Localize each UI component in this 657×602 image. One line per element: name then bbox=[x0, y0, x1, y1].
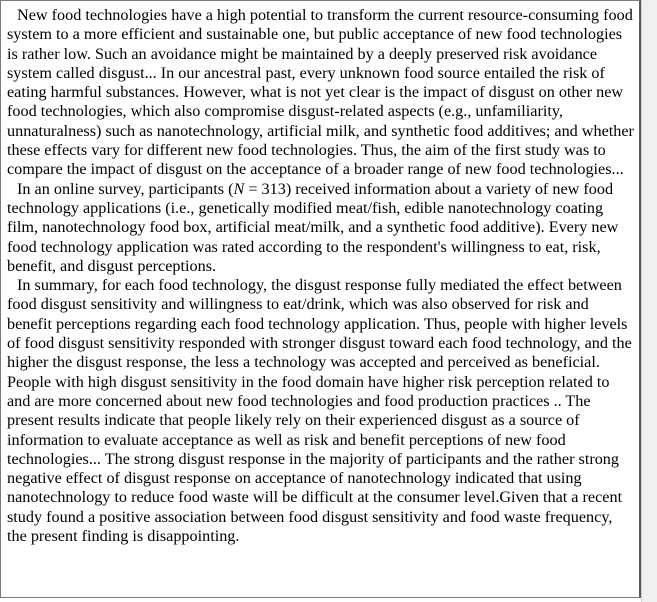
paragraph-methods bbox=[7, 180, 635, 276]
paragraph-summary: In summary, for each food technology, the disgust response fully mediated the effect between food disgust sensitivity and willingness to eat/drink, which was also observed for risk and benefit perceptions regarding each food technology application. Thus, people with higher levels of food disgust sensitivity responded with stronger disgust toward each food technology, and the higher the disgust response, the less a technology was accepted and perceived as beneficial. People with high disgust sensitivity in the food domain have higher risk perception related to and are more concerned about new food technologies and food production practices .. The present results indicate that people likely rely on their experienced disgust as a source of information to evaluate acceptance as well as risk and benefit perceptions of new food technologies... The strong disgust response in the majority of participants and the rather strong negative effect of disgust response on acceptance of nanotechnology indicated that using nanotechnology to reduce food waste will be difficult at the consumer level.Given that a recent study found a positive association between food disgust sensitivity and food waste frequency, the present finding is disappointing. bbox=[7, 276, 632, 546]
methods-text-after: = 313) received information about a variety of new food technology applications (i.e., genetically modified meat/fish, edible nanotechnology coating film, nanotechnology food box, artificial meat/milk, and a synthetic food additive). Every new food technology application was rated according to the respondent's willingness to eat, risk, benefit, and disgust perceptions. bbox=[7, 179, 619, 275]
methods-text-before: In an online survey, participants ( bbox=[17, 179, 234, 198]
document-body bbox=[7, 6, 635, 546]
paragraph-intro: New food technologies have a high potential to transform the current resource-consuming food system to a more efficient and sustainable one, but public acceptance of new food technologies is rather low. Such an avoidance might be maintained by a deeply preserved risk avoidance system called disgust... In our ancestral past, every unknown food source entailed the risk of eating harmful substances. However, what is not yet clear is the impact of disgust on other new food technologies, which also compromise disgust-related aspects (e.g., unfamiliarity, unnaturalness) such as nanotechnology, artificial milk, and synthetic food additives; and whether these effects vary for different new food technologies. Thus, the aim of the first study was to compare the impact of disgust on the acceptance of a broader range of new food technologies... bbox=[7, 6, 634, 179]
vertical-scrollbar[interactable] bbox=[641, 0, 657, 602]
sample-size-symbol: N bbox=[233, 179, 245, 198]
